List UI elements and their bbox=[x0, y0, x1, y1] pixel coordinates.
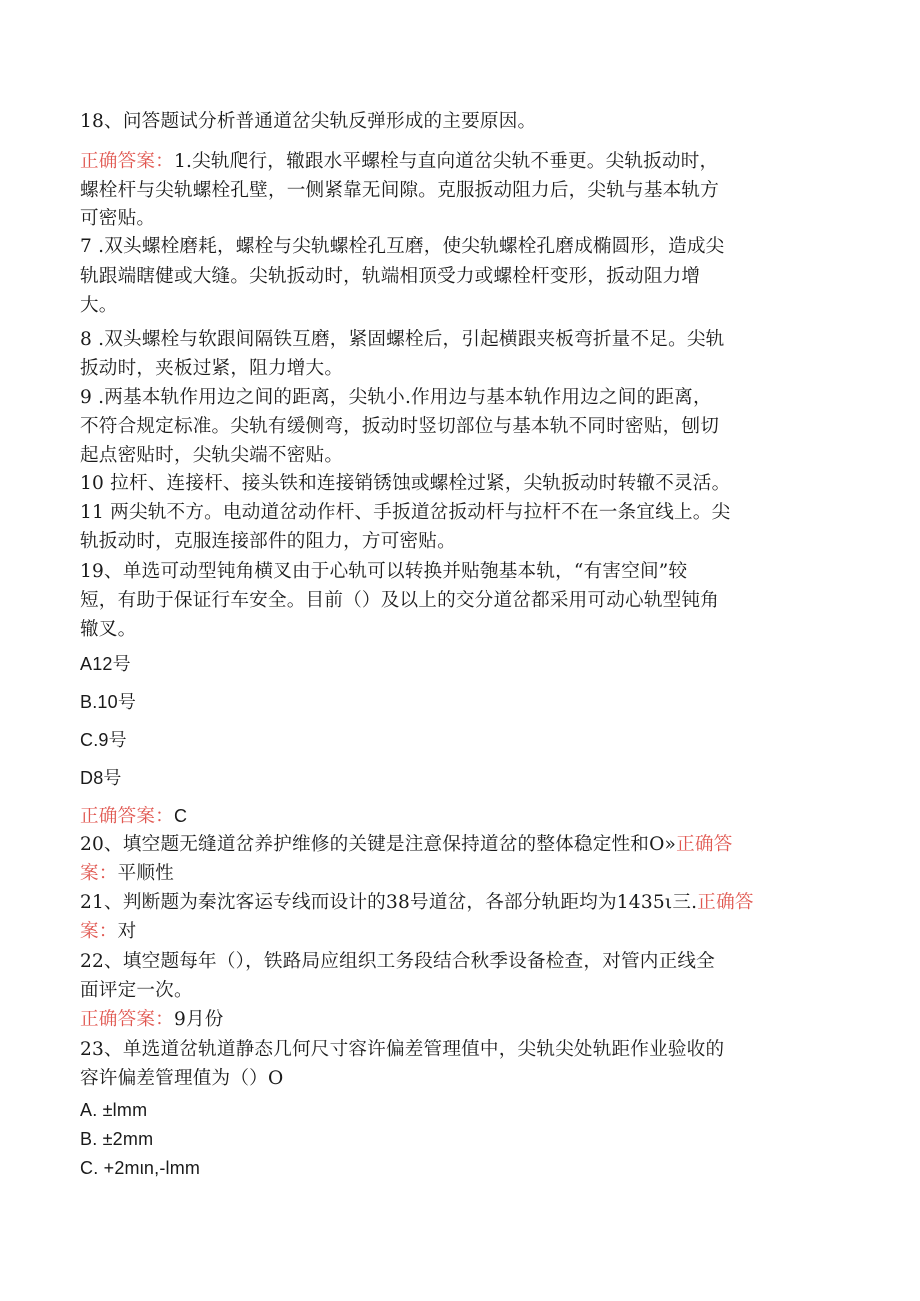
answer-label: 正确答案： bbox=[80, 806, 174, 827]
item-7-line-2: 轨跟端瞎健或大缝。尖轨扳动时，轨端相顶受力或螺栓杆变形，扳动阻力增 bbox=[80, 266, 701, 287]
question-22-line-1: 22、填空题每年（），铁路局应组织工务段结合秋季设备检查，对管内正线全 bbox=[80, 951, 715, 972]
answer-20: 案：平顺性 bbox=[80, 863, 174, 884]
question-19-line-1: 19、单选可动型钝角横叉由于心轨可以转换并贴匏基本轨，“有害空间”较 bbox=[80, 561, 688, 582]
question-23-line-2: 容许偏差管理值为（）O bbox=[80, 1068, 284, 1089]
item-8-line-1: 8 .双头螺栓与软跟间隔铁互磨，紧固螺栓后，引起横跟夹板弯折量不足。尖轨 bbox=[80, 329, 725, 350]
question-23-line-1: 23、单选道岔轨道静态几何尺寸容许偏差管理值中，尖轨尖处轨距作业验收的 bbox=[80, 1039, 725, 1060]
answer-label: 案： bbox=[80, 863, 118, 884]
item-9-line-2: 不符合规定标准。尖轨有缓侧弯，扳动时竖切部位与基本轨不同时密贴，刨切 bbox=[80, 416, 719, 437]
answer-18-line-2: 螺栓杆与尖轨螺栓孔壁，一侧紧靠无间隙。克服扳动阻力后，尖轨与基本轨方 bbox=[80, 180, 719, 201]
item-10: 10 拉杆、连接杆、接头铁和连接销锈蚀或螺栓过紧，尖轨扳动时转辙不灵活。 bbox=[80, 473, 731, 494]
item-7-line-3: 大。 bbox=[80, 295, 118, 316]
answer-label: 正确答案： bbox=[80, 1009, 174, 1030]
question-20: 20、填空题无缝道岔养护维修的关键是注意保持道岔的整体稳定性和O»正确答 bbox=[80, 834, 733, 855]
answer-21: 案：对 bbox=[80, 921, 137, 942]
option-23-a: A. ±lmm bbox=[80, 1100, 148, 1120]
item-8-line-2: 扳动时，夹板过紧，阻力增大。 bbox=[80, 358, 344, 379]
question-22-line-2: 面评定一次。 bbox=[80, 980, 193, 1001]
question-19-line-3: 辙叉。 bbox=[80, 619, 137, 640]
answer-22: 正确答案：9月份 bbox=[80, 1009, 224, 1030]
option-d: D8号 bbox=[80, 768, 122, 788]
answer-19: 正确答案：C bbox=[80, 806, 188, 827]
item-11-line-1: 11 两尖轨不方。电动道岔动作杆、手扳道岔扳动杆与拉杆不在一条宜线上。尖 bbox=[80, 502, 731, 523]
answer-18-line-3: 可密贴。 bbox=[80, 208, 156, 229]
option-23-c: C. +2mιn,-lmm bbox=[80, 1158, 201, 1178]
item-11-line-2: 轨扳动时，克服连接部件的阻力，方可密贴。 bbox=[80, 531, 456, 552]
item-9-line-1: 9 .两基本轨作用边之间的距离，尖轨小.作用边与基本轨作用边之间的距离， bbox=[80, 387, 712, 408]
question-18: 18、问答题试分析普通道岔尖轨反弹形成的主要原因。 bbox=[80, 111, 537, 132]
answer-18-line-1: 正确答案：1.尖轨爬行，辙跟水平螺栓与直向道岔尖轨不垂更。尖轨扳动时， bbox=[80, 151, 719, 172]
answer-label: 正确答 bbox=[697, 892, 754, 913]
question-21: 21、判断题为秦沈客运专线而设计的38号道岔，各部分轨距均为1435ι三.正确答 bbox=[80, 892, 754, 913]
question-19-line-2: 短，有助于保证行车安全。目前（）及以上的交分道岔都采用可动心轨型钝角 bbox=[80, 590, 719, 611]
answer-label: 正确答 bbox=[676, 834, 733, 855]
option-b: B.10号 bbox=[80, 692, 137, 712]
item-9-line-3: 起点密贴时，尖轨尖端不密贴。 bbox=[80, 445, 344, 466]
answer-label: 案： bbox=[80, 921, 118, 942]
answer-label: 正确答案： bbox=[80, 151, 174, 172]
item-7-line-1: 7 .双头螺栓磨耗，螺栓与尖轨螺栓孔互磨，使尖轨螺栓孔磨成椭圆形，造成尖 bbox=[80, 236, 725, 257]
option-c: C.9号 bbox=[80, 730, 127, 750]
option-23-b: B. ±2mm bbox=[80, 1129, 154, 1149]
option-a: A12号 bbox=[80, 654, 131, 674]
